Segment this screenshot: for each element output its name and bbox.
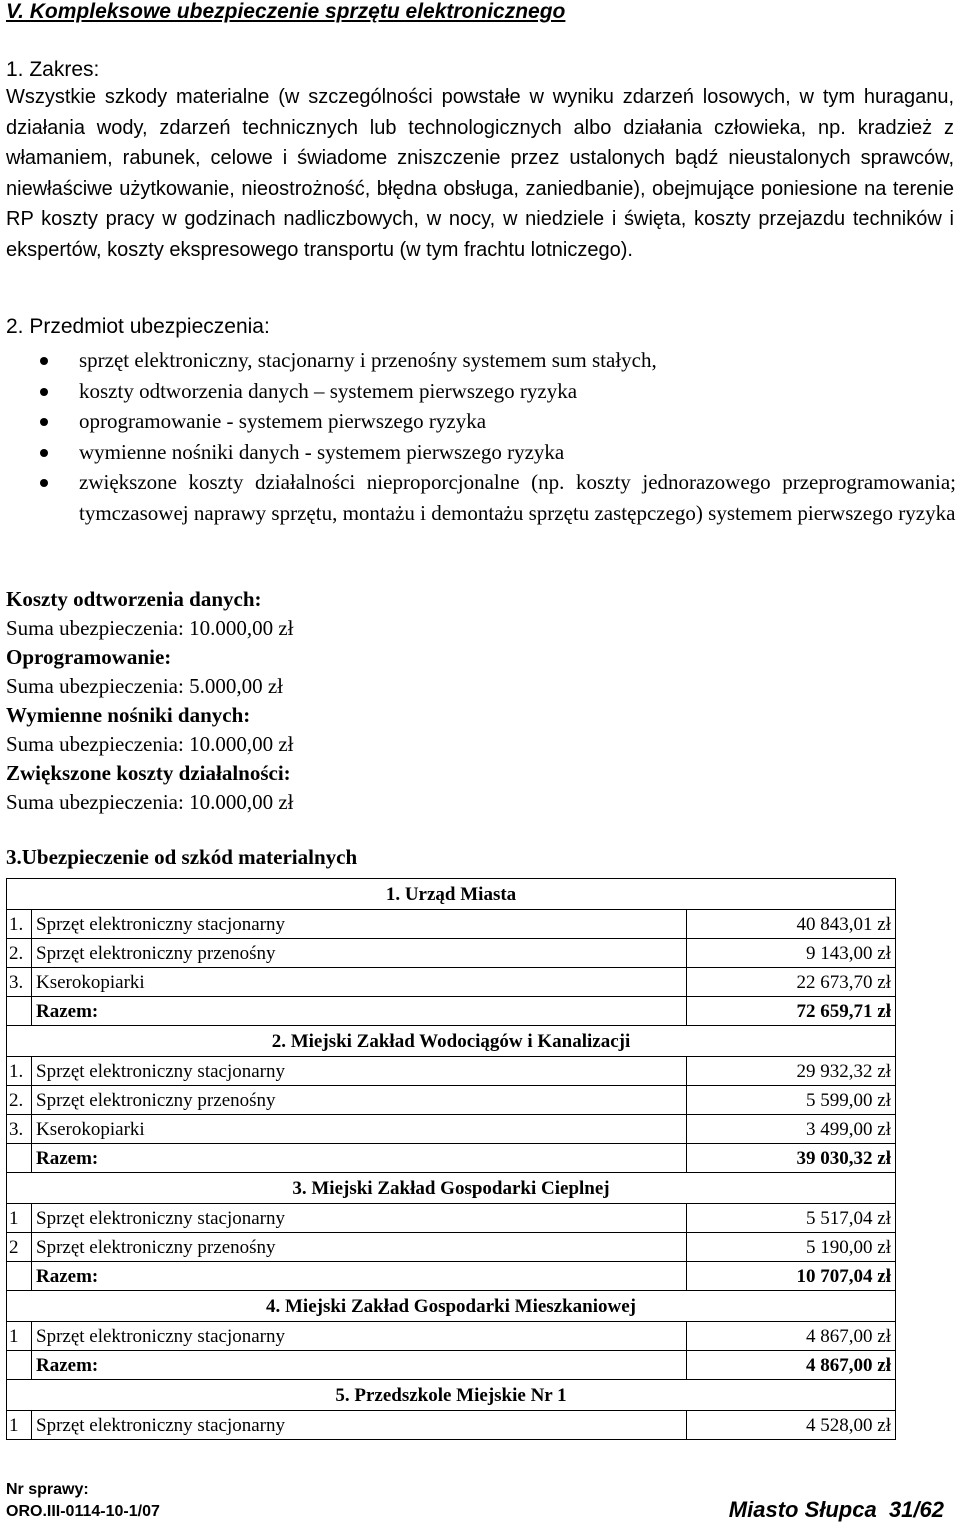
case-label: Nr sprawy: <box>6 1481 89 1498</box>
town-name: Miasto Słupca <box>728 1497 877 1522</box>
table-group-header: 4. Miejski Zakład Gospodarki Mieszkaniowej <box>7 1291 896 1322</box>
table-total-row: Razem: 10 707,04 zł <box>7 1262 896 1291</box>
sum-label: Koszty odtworzenia danych: <box>6 587 262 611</box>
footer-page-info <box>729 1497 944 1523</box>
section1-title: 1. Zakres: <box>6 58 100 81</box>
footer-case-number <box>6 1479 160 1523</box>
table-row: 2 Sprzęt elektroniczny przenośny 5 190,00 zł <box>7 1233 896 1262</box>
sums-insured <box>6 585 506 817</box>
list-item: wymienne nośniki danych - systemem pierwszego ryzyka <box>0 437 956 468</box>
sum-value: Suma ubezpieczenia: 5.000,00 zł <box>6 674 283 698</box>
section3-title: 3.Ubezpieczenie od szkód materialnych <box>6 845 358 869</box>
sum-label: Oprogramowanie: <box>6 645 172 669</box>
table-row: 3. Kserokopiarki 3 499,00 zł <box>7 1115 896 1144</box>
bullet-icon <box>40 388 48 396</box>
sum-value: Suma ubezpieczenia: 10.000,00 zł <box>6 790 294 814</box>
sum-label: Wymienne nośniki danych: <box>6 703 251 727</box>
section1-body: Wszystkie szkody materialne (w szczególności powstałe w wyniku zdarzeń losowych, w tym huraganu, działania wody, zdarzeń technicznych lub technologicznych albo działania człowieka, np. kradzież z włamaniem, rabunek, celowe i świadome zniszczenie przez ustalonych bądź nieustalonych sprawców, niewłaściwe użytkowanie, nieostrożność, błędna obsługa, zaniedbanie), obejmujące poniesione na terenie RP koszty pracy w godzinach nadliczbowych, w nocy, w niedziele i święta, koszty przejazdu techników i ekspertów, koszty ekspresowego transportu (w tym frachtu lotniczego). <box>6 86 954 261</box>
sum-value: Suma ubezpieczenia: 10.000,00 zł <box>6 732 294 756</box>
section2-title: 2. Przedmiot ubezpieczenia: <box>6 315 270 338</box>
table-total-row: Razem: 4 867,00 zł <box>7 1351 896 1380</box>
list-item: oprogramowanie - systemem pierwszego ryzyka <box>0 406 956 437</box>
material-damage-table <box>6 878 896 1440</box>
page-number: 31/62 <box>888 1497 944 1522</box>
table-row: 3. Kserokopiarki 22 673,70 zł <box>7 968 896 997</box>
table-group-header: 1. Urząd Miasta <box>7 879 896 910</box>
table-row: 1. Sprzęt elektroniczny stacjonarny 40 843,01 zł <box>7 910 896 939</box>
list-item: koszty odtworzenia danych – systemem pierwszego ryzyka <box>0 376 956 407</box>
bullet-icon <box>40 357 48 365</box>
document-heading: V. Kompleksowe ubezpieczenie sprzętu elektronicznego <box>6 0 566 23</box>
table-total-row: Razem: 39 030,32 zł <box>7 1144 896 1173</box>
list-item: sprzęt elektroniczny, stacjonarny i przenośny systemem sum stałych, <box>0 345 956 376</box>
table-row: 2. Sprzęt elektroniczny przenośny 9 143,00 zł <box>7 939 896 968</box>
bullet-icon <box>40 449 48 457</box>
sum-value: Suma ubezpieczenia: 10.000,00 zł <box>6 616 294 640</box>
case-number: ORO.III-0114-10-1/07 <box>6 1503 160 1520</box>
sum-label: Zwiększone koszty działalności: <box>6 761 291 785</box>
table-group-header: 2. Miejski Zakład Wodociągów i Kanalizacji <box>7 1026 896 1057</box>
bullet-icon <box>40 479 48 487</box>
insurance-subject-list <box>0 345 956 528</box>
table-row: 1 Sprzęt elektroniczny stacjonarny 5 517,04 zł <box>7 1204 896 1233</box>
table-row: 2. Sprzęt elektroniczny przenośny 5 599,00 zł <box>7 1086 896 1115</box>
list-item: zwiększone koszty działalności nieproporcjonalne (np. koszty jednorazowego przeprogramowania; tymczasowej naprawy sprzętu, montażu i demontażu sprzętu zastępczego) systemem pierwszego ryzyka <box>0 467 956 528</box>
bullet-icon <box>40 418 48 426</box>
table-group-header: 3. Miejski Zakład Gospodarki Cieplnej <box>7 1173 896 1204</box>
table-row: 1 Sprzęt elektroniczny stacjonarny 4 528,00 zł <box>7 1411 896 1440</box>
table-group-header: 5. Przedszkole Miejskie Nr 1 <box>7 1380 896 1411</box>
table-total-row: Razem: 72 659,71 zł <box>7 997 896 1026</box>
table-row: 1. Sprzęt elektroniczny stacjonarny 29 932,32 zł <box>7 1057 896 1086</box>
table-row: 1 Sprzęt elektroniczny stacjonarny 4 867,00 zł <box>7 1322 896 1351</box>
